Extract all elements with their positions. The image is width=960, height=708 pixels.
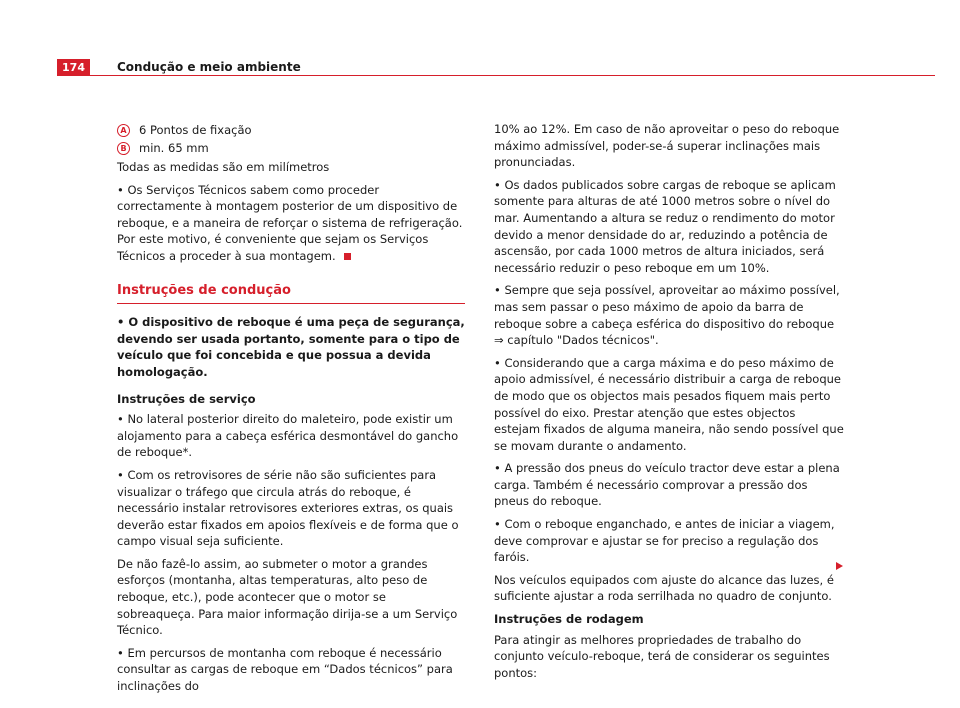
socket-paragraph: • No lateral posterior direito do maleteiro, pode existir um alojamento para a cabeça esférica desmontável do gancho de reboque*. — [117, 412, 459, 460]
altitude-paragraph: • Os dados publicados sobre cargas de reboque se aplicam somente para alturas de até 1000 metros sobre o nível do mar. Aumentando a altura se reduz o rendimento do motor devido a menor densidade do ar, reduzindo a potência de ascensão, por cada 1000 metros de altura iniciados, será necessário reduzir o peso reboque em um 10%. — [494, 177, 836, 275]
continue-arrow-icon — [836, 562, 843, 570]
driving-paragraph: Para atingir as melhores propriedades de trabalho do conjunto veículo-reboque, terá de considerar os seguintes pontos: — [494, 632, 830, 680]
measures-note: Todas as medidas são em milímetros — [117, 160, 330, 174]
legend-text-b: min. 65 mm — [139, 140, 209, 155]
mountain-paragraph: • Em percursos de montanha com reboque é necessário consultar as cargas de reboque em “Dados técnicos” para inclinações do — [117, 645, 453, 694]
safety-intro: • O dispositivo de reboque é uma peça de segurança, devendo ser usada portanto, somente para o tipo de veículo que foi concebida e que possua a devida homologação. — [117, 315, 465, 379]
effort-paragraph: De não fazê-lo assim, ao submeter o motor a grandes esforços (montanha, altas temperaturas, alto peso de reboque, etc.), pode acontecer que o motor se sobreaqueça. Para maior informação dirija-se a um Serviço Técnico. — [117, 556, 458, 638]
lights-paragraph: • Com o reboque enganchado, e antes de iniciar a viagem, deve comprovar e ajustar se for preciso a regulação dos faróis. — [494, 517, 835, 565]
legend-item-a — [117, 121, 467, 139]
vehicles-paragraph: Nos veículos equipados com ajuste do alcance das luzes, é suficiente ajustar a roda serrilhada no quadro de conjunto. — [494, 572, 834, 604]
section-heading: Instruções de condução — [117, 283, 465, 305]
left-column — [117, 121, 467, 701]
slope-paragraph: 10% ao 12%. Em caso de não aproveitar o peso do reboque máximo admissível, poder-se-á superar inclinações mais pronunciadas. — [494, 122, 840, 170]
tyres-paragraph: • A pressão dos pneus do veículo tractor deve estar a plena carga. Também é necessário comprovar a pressão dos pneus do reboque. — [494, 461, 840, 509]
marker-b-icon: B — [117, 142, 130, 155]
legend-item-b — [117, 139, 467, 157]
subheading-service: Instruções de serviço — [117, 391, 256, 406]
distribute-paragraph: • Considerando que a carga máxima e do peso máximo de apoio admissível, é necessário distribuir a carga de reboque de modo que os objectos mais pesados fiquem mais perto possível do eixo. Prestar atenção que estes objectos estejam fixados de alguma maneira, não sendo possível que se movam durante o andamento. — [494, 355, 844, 453]
chapter-title: Condução e meio ambiente — [117, 60, 301, 74]
services-text: • Os Serviços Técnicos sabem como proceder correctamente à montagem posterior de um dispositivo de reboque, e a maneira de reforçar o sistema de refrigeração. Por este motivo, é conveniente que sejam os Serviços Técnicos a proceder à sua montagem. — [117, 182, 463, 263]
end-of-section-icon — [344, 253, 351, 260]
marker-a-icon: A — [117, 124, 130, 137]
services-paragraph — [117, 182, 467, 265]
mirrors-paragraph: • Com os retrovisores de série não são suficientes para visualizar o tráfego que circula atrás do reboque, é necessário instalar retrovisores exteriores extras, os quais deverão estar fixados em apoios flexíveis e de forma que o campo visual seja suficiente. — [117, 467, 459, 549]
right-column — [494, 121, 844, 687]
legend-text-a: 6 Pontos de fixação — [139, 122, 252, 137]
subheading-driving: Instruções de rodagem — [494, 612, 644, 627]
support-paragraph: • Sempre que seja possível, aproveitar ao máximo possível, mas sem passar o peso máximo de apoio da barra de reboque sobre a cabeça esférica do dispositivo do reboque ⇒ capítulo "Dados técnicos". — [494, 283, 840, 348]
page-number: 174 — [57, 59, 90, 76]
header-rule — [57, 75, 935, 76]
